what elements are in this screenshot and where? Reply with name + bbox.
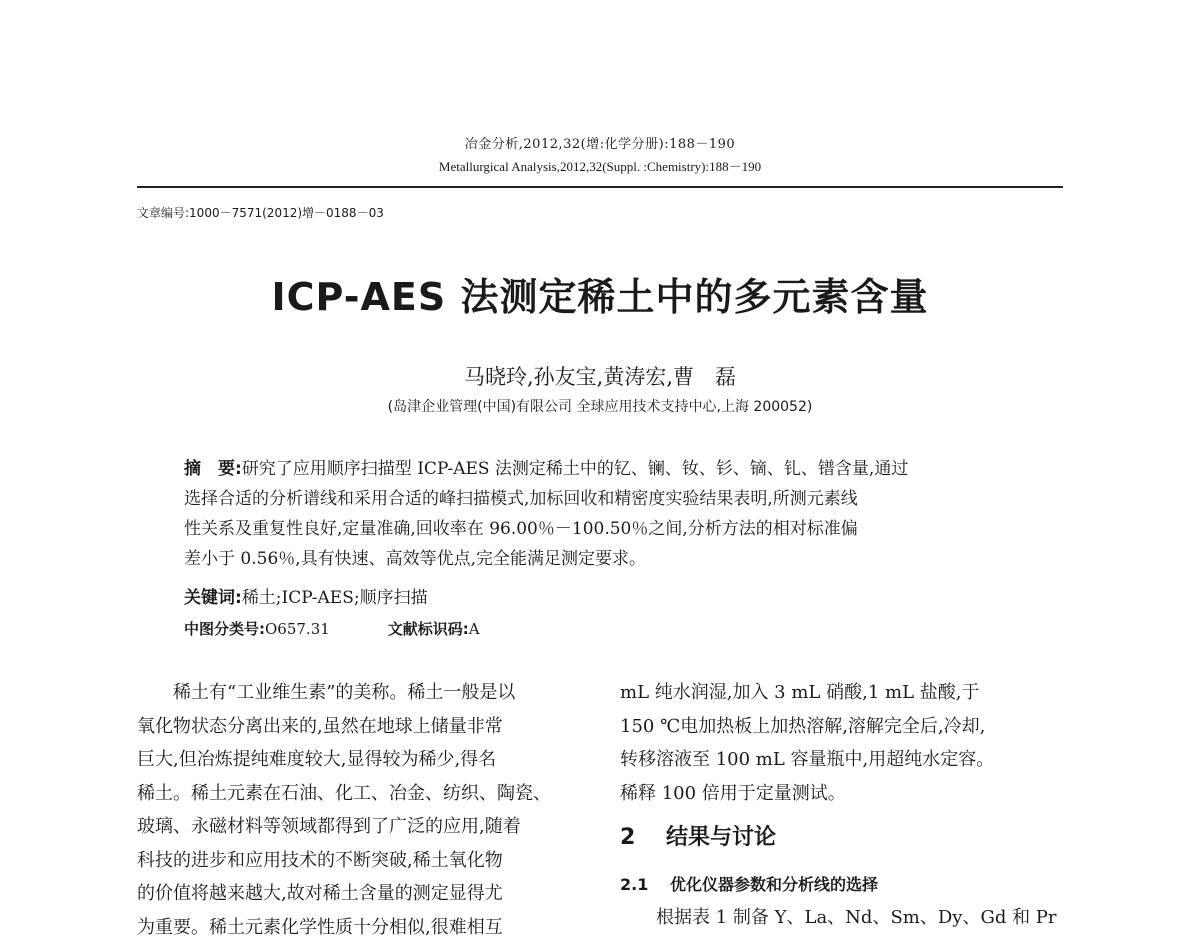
journal-citation-cn: 冶金分析,2012,32(增:化学分册):188－190 [0, 133, 1200, 152]
body-line: mL 纯水润湿,加入 3 mL 硝酸,1 mL 盐酸,于 [620, 676, 1065, 710]
journal-citation-en: Metallurgical Analysis,2012,32(Suppl. :Chemistry):188－190 [0, 156, 1200, 175]
body-line: 稀土有“工业维生素”的美称。稀土一般是以 [137, 676, 582, 710]
body-left-column [137, 676, 582, 944]
body-line: 150 ℃电加热板上加热溶解,溶解完全后,冷却, [620, 710, 1065, 744]
body-line: 巨大,但冶炼提纯难度较大,显得较为稀少,得名 [137, 743, 582, 777]
section-number: 2 [620, 825, 666, 850]
abstract-line: 选择合适的分析谱线和采用合适的峰扫描模式,加标回收和精密度实验结果表明,所测元素线 [184, 484, 1034, 514]
body-line: 稀释 100 倍用于定量测试。 [620, 777, 1065, 811]
section-title: 结果与讨论 [666, 825, 776, 850]
body-line: 氧化物状态分离出来的,虽然在地球上储量非常 [137, 710, 582, 744]
body-line: 为重要。稀土元素化学性质十分相似,很难相互 [137, 911, 582, 944]
abstract-text: 研究了应用顺序扫描型 ICP-AES 法测定稀土中的钇、镧、钕、钐、镝、钆、镨含量,通过 [242, 459, 909, 479]
affiliation: (岛津企业管理(中国)有限公司 全球应用技术支持中心,上海 200052) [0, 396, 1200, 416]
clc-label: 中图分类号: [184, 620, 265, 638]
author-list: 马晓玲,孙友宝,黄涛宏,曹 磊 [0, 361, 1200, 391]
doc-code-value: A [469, 620, 480, 638]
classification [184, 618, 480, 639]
paper-title: ICP-AES 法测定稀土中的多元素含量 [0, 266, 1200, 321]
clc-value: O657.31 [265, 620, 330, 638]
body-line: 根据表 1 制备 Y、La、Nd、Sm、Dy、Gd 和 Pr [656, 903, 1057, 929]
header-divider [137, 186, 1063, 188]
subsection-number: 2.1 [620, 875, 670, 894]
keywords-value: 稀土;ICP-AES;顺序扫描 [242, 588, 428, 608]
keywords-label: 关键词: [184, 588, 242, 608]
abstract-label: 摘 要: [184, 459, 242, 479]
keywords [184, 583, 428, 608]
body-line: 玻璃、永磁材料等领域都得到了广泛的应用,随着 [137, 810, 582, 844]
body-line: 转移溶液至 100 mL 容量瓶中,用超纯水定容。 [620, 743, 1065, 777]
abstract-line: 差小于 0.56％,具有快速、高效等优点,完全能满足测定要求。 [184, 544, 1034, 574]
body-right-column [620, 676, 1065, 810]
subsection-heading [620, 872, 878, 895]
abstract [184, 454, 1034, 574]
body-line: 科技的进步和应用技术的不断突破,稀土氧化物 [137, 844, 582, 878]
body-line: 的价值将越来越大,故对稀土含量的测定显得尤 [137, 877, 582, 911]
abstract-line: 性关系及重复性良好,定量准确,回收率在 96.00％－100.50％之间,分析方法的相对标准偏 [184, 514, 1034, 544]
abstract-line [184, 454, 1034, 484]
subsection-title: 优化仪器参数和分析线的选择 [670, 875, 878, 894]
body-line: 稀土。稀土元素在石油、化工、冶金、纺织、陶瓷、 [137, 777, 582, 811]
section-heading [620, 820, 776, 851]
article-number: 文章编号:1000－7571(2012)增－0188－03 [137, 204, 384, 221]
doc-code-label: 文献标识码: [388, 620, 469, 638]
